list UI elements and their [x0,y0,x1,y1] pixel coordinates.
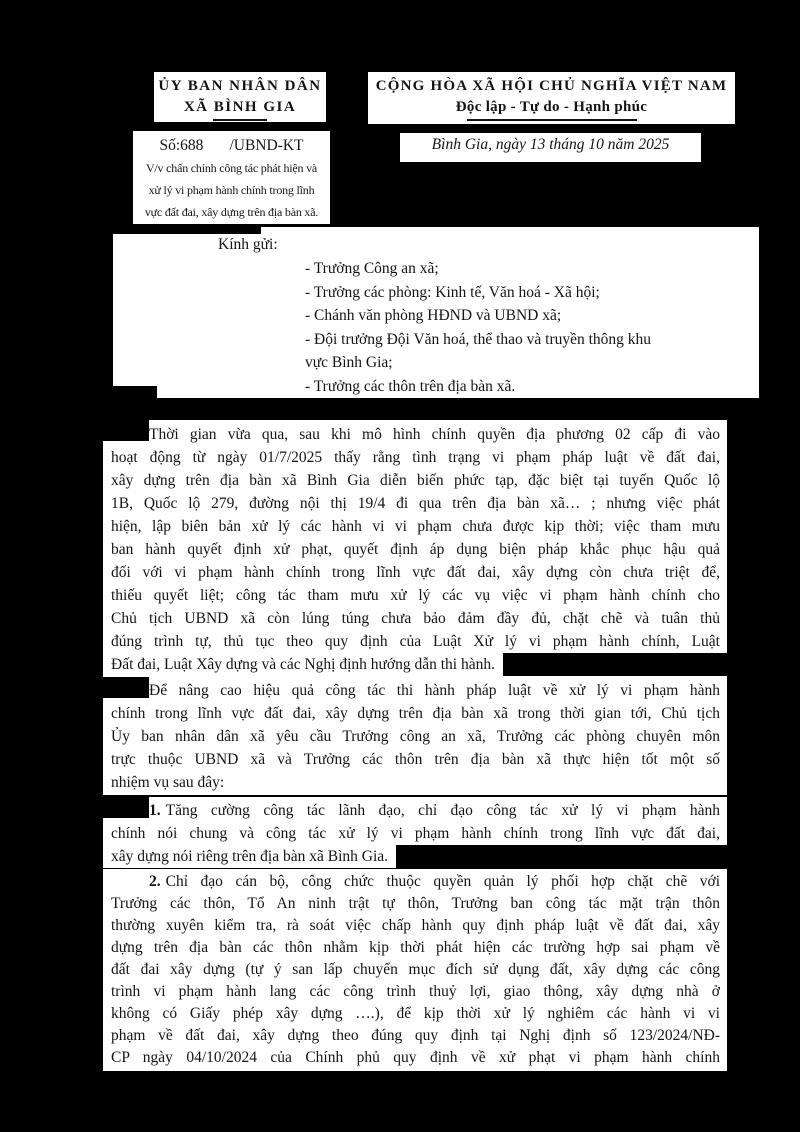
scan-artifact [103,420,149,441]
body-line: trực thuộc UBND xã và Trưởng các thôn trên địa bàn xã thực hiện tốt một số [111,751,720,768]
body-line: không có Giấy phép xây dựng ….), để kịp thời xử lý nghiêm các hành vi vi [111,1005,720,1022]
place-date: Bình Gia, ngày 13 tháng 10 năm 2025 [431,136,670,153]
body-line: hoạt động từ ngày 01/7/2025 thấy rằng tình trạng vi phạm pháp luật về đất đai, [111,449,720,466]
body-line-text: Tăng cường công tác lãnh đạo, chỉ đạo công tác xử lý vi phạm hành [165,802,720,819]
recipient-line: - Đội trưởng Đội Văn hoá, thể thao và truyền thông khu [305,330,652,348]
body-line: thường xuyên kiểm tra, rà soát việc chấp hành quy định pháp luật về đất đai, xây [111,917,720,934]
body-line: Ủy ban nhân dân xã yêu cầu Trưởng công an xã, Trưởng các phòng chuyên môn [111,728,720,745]
recipients-block [113,227,759,398]
document-number-suffix: /UBND-KT [229,137,304,154]
org-underline-rule [213,119,267,121]
recipient-line-continuation: vực Bình Gia; [305,354,393,371]
national-header-block [368,72,735,124]
body-line: đất đai xây dựng (tự ý san lấp chuyển mục đích sử dụng đất, xây dựng các công [111,961,720,978]
body-line: Thời gian vừa qua, sau khi mô hình chính quyền địa phương 02 cấp đi vào [149,426,720,443]
subject-line: V/v chấn chỉnh công tác phát hiện và [145,161,318,175]
subject-line: xử lý vi phạm hành chính trong lĩnh [148,183,315,197]
recipient-line: - Trưởng các phòng: Kinh tế, Văn hoá - Xã hội; [305,283,600,301]
motto-underline-rule [467,119,637,121]
body-line-last [111,653,727,676]
body-line: hiện, lập biên bản xử lý các hành vi vi phạm chưa được kịp thời; việc tham mưu [111,518,720,535]
body-line: dựng trên địa bàn các thôn nhằm kịp thời phát hiện các trường hợp sai phạm về [111,939,720,956]
body-line: phạm về đất đai, xây dựng theo đúng quy định tại Nghị định số 123/2024/NĐ- [111,1027,720,1044]
scan-artifact [103,677,149,698]
body-line: xây dựng nói riêng trên địa bàn xã Bình Gia. [111,848,389,865]
body-line: 1B, Quốc lộ 279, đường nội thị 19/4 đi qua trên địa bàn xã… ; nhưng việc phát [111,495,720,512]
recipient-line: - Chánh văn phòng HĐND và UBND xã; [305,307,562,324]
document-number-block [133,131,330,224]
salutation-label: Kính gửi: [218,236,278,253]
body-line: Trưởng các thôn, Tổ An ninh trật tự thôn, Trưởng ban công tác mặt trận thôn [111,895,720,912]
document-number-row [133,134,330,157]
body-line: CP ngày 04/10/2024 của Chính phủ quy định về xử phạt vi phạm hành chính [111,1049,720,1066]
document-number: Số:688 [159,137,204,154]
item-number: 2. [149,873,161,890]
body-line: Để nâng cao hiệu quả công tác thi hành pháp luật về xử lý vi phạm hành [149,682,720,699]
body-paragraph-1 [103,420,727,677]
body-line-last [111,845,727,868]
body-paragraph-item-1 [103,797,727,868]
body-line-text: Chỉ đạo cán bộ, công chức thuộc quyền quản lý phối hợp chặt chẽ với [165,873,720,890]
subject-line: vực đất đai, xây dựng trên địa bàn xã. [144,205,319,219]
recipient-line: - Trưởng các thôn trên địa bàn xã. [305,377,516,395]
body-line: ban hành quyết định xử phạt, quyết định áp dụng biện pháp khắc phục hậu quả [111,541,720,558]
org-name-line1: ỦY BAN NHÂN DÂN [158,78,322,94]
body-line: đúng trình tự, thủ tục theo quy định của Luật Xử lý vi phạm hành chính, Luật [111,633,720,650]
issuing-org-block [154,72,326,122]
body-line [111,799,720,822]
body-paragraph-item-2 [103,869,727,1071]
body-line: chính trong lĩnh vực đất đai, xây dựng trên địa bàn xã trong thời gian tới, Chủ tịch [111,705,720,722]
body-line: trình vi phạm hành lang các công trình thuỷ lợi, giao thông, xây dựng nhà ở [111,983,720,1000]
scan-artifact [113,386,157,398]
body-line: chính nói chung và công tác xử lý vi phạm hành chính trong lĩnh vực đất đai, [111,825,720,842]
scan-artifact [103,797,149,818]
scan-artifact [396,845,727,868]
national-motto: Độc lập - Tự do - Hạnh phúc [455,99,648,115]
org-name-line2: XÃ BÌNH GIA [183,99,297,115]
scan-artifact [113,227,261,234]
scan-artifact [503,653,727,676]
body-line: nhiệm vụ sau đây: [111,774,225,791]
body-line: xây dựng trên địa bàn xã Bình Gia diễn biến phức tạp, đặc biệt tại tuyến Quốc lộ [111,472,720,489]
body-paragraph-2 [103,677,727,795]
body-line: Chủ tịch UBND xã còn lúng túng chưa bảo đảm đầy đủ, chặt chẽ và tuân thủ [111,610,720,627]
body-line [111,871,720,893]
body-line: thiếu quyết liệt; công tác tham mưu xử lý các vụ việc vi phạm hành chính cho [111,587,720,604]
body-line: Đất đai, Luật Xây dựng và các Nghị định hướng dẫn thi hành. [111,656,495,673]
item-number: 1. [149,802,161,819]
place-date-block [400,133,701,162]
recipient-line: - Trưởng Công an xã; [305,260,439,277]
national-title: CỘNG HÒA XÃ HỘI CHỦ NGHĨA VIỆT NAM [375,78,728,94]
body-line: đối với vi phạm hành chính trong lĩnh vực đất đai, xây dựng còn chưa triệt để, [111,564,720,581]
